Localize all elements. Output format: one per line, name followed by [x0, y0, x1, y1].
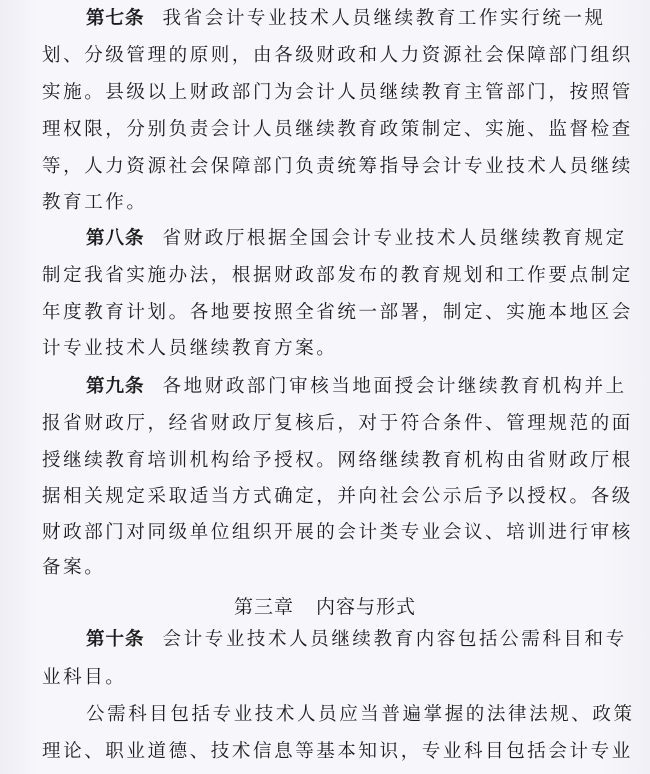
article-7-first-line: 第七条 我省会计专业技术人员继续教育工作实行统一规 [86, 8, 606, 29]
article-9-line: 授继续教育培训机构给予授权。网络继续教育机构由省财政厅根 [42, 450, 633, 471]
chapter-heading [0, 592, 650, 619]
article-10-label: 第十条 [86, 629, 145, 650]
article-7-line: 理权限，分别负责会计人员继续教育政策制定、实施、监督检查 [42, 119, 633, 140]
article-9-line: 财政部门对同级单位组织开展的会计类专业会议、培训进行审核 [42, 522, 633, 543]
article-7-line: 实施。县级以上财政部门为会计人员继续教育主管部门，按照管 [42, 82, 633, 103]
chapter-title: 内容与形式 [316, 596, 417, 618]
article-8-line: 制定我省实施办法，根据财政部发布的教育规划和工作要点制定 [42, 265, 633, 286]
article-8-label: 第八条 [86, 228, 145, 249]
article-10-first-line: 第十条 会计专业技术人员继续教育内容包括公需科目和专 [86, 629, 627, 650]
article-9-line: 据相关规定采取适当方式确定，并向社会公示后予以授权。各级 [42, 486, 633, 507]
article-8-line: 年度教育计划。各地要按照全省统一部署，制定、实施本地区会 [42, 302, 633, 323]
article-7-line: 划、分级管理的原则，由各级财政和人力资源社会保障部门组织 [42, 45, 633, 66]
article-9-line: 报省财政厅，经省财政厅复核后，对于符合条件、管理规范的面 [42, 413, 633, 434]
article-9-first-line: 第九条 各地财政部门审核当地面授会计继续教育机构并上 [86, 376, 627, 397]
article-7-label: 第七条 [86, 8, 145, 29]
article-9-line: 备案。 [42, 557, 106, 578]
paragraph-line: 公需科目包括专业技术人员应当普遍掌握的法律法规、政策 [86, 704, 635, 725]
article-7-line: 等，人力资源社会保障部门负责统筹指导会计专业技术人员继续 [42, 156, 633, 177]
chapter-number: 第三章 [233, 596, 294, 618]
article-9-label: 第九条 [86, 376, 145, 397]
article-7-line: 教育工作。 [42, 192, 148, 213]
article-8-line: 计专业技术人员继续教育方案。 [42, 338, 338, 359]
article-10-line: 业科目。 [42, 667, 127, 688]
article-8-first-line: 第八条 省财政厅根据全国会计专业技术人员继续教育规定 [86, 228, 627, 249]
paragraph-line: 理论、职业道德、技术信息等基本知识，专业科目包括会计专业 [42, 741, 633, 762]
